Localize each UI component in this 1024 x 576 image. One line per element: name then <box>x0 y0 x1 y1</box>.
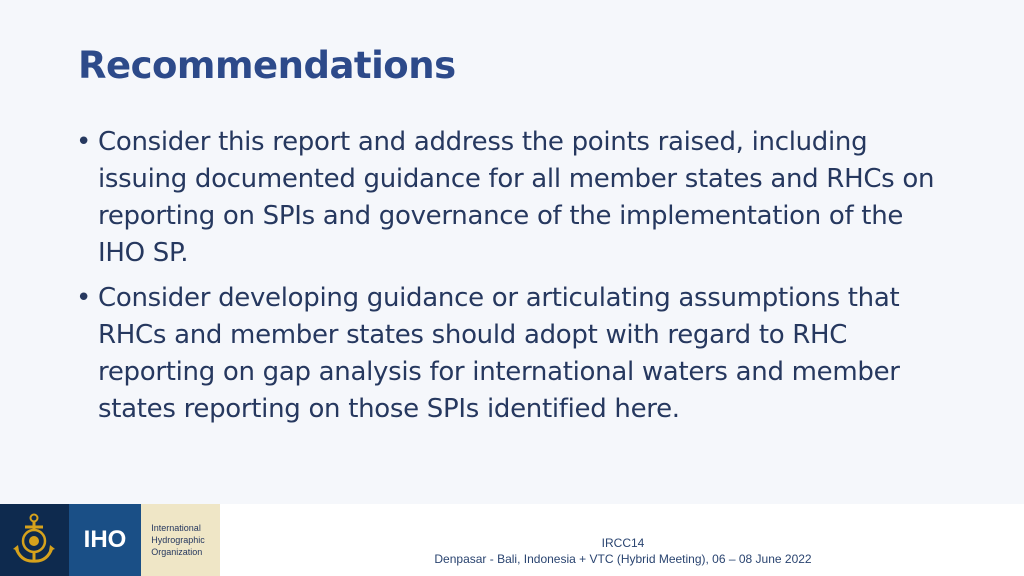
bullet-text: Consider this report and address the points raised, including issuing documented guidance for all member states and RHCs on reporting on SPIs and governance of the implementation of the IHO SP. <box>98 127 935 268</box>
bullet-item <box>76 280 956 428</box>
footer-event-details: Denpasar - Bali, Indonesia + VTC (Hybrid Meeting), 06 – 08 June 2022 <box>434 552 812 566</box>
slide-title: Recommendations <box>78 44 456 87</box>
bullet-dot: • <box>76 127 92 157</box>
bullet-list <box>76 124 956 436</box>
iho-logo <box>0 504 220 576</box>
bullet-text: Consider developing guidance or articulating assumptions that RHCs and member states should adopt with regard to RHC reporting on gap analysis for international waters and member states reporting on those SPIs identified here. <box>98 283 900 424</box>
logo-organization-name <box>141 504 220 576</box>
anchor-emblem-icon <box>0 504 69 576</box>
logo-name-line: Organization <box>151 547 203 557</box>
logo-name-line: Hydrographic <box>151 535 205 545</box>
footer <box>0 504 1024 576</box>
bullet-dot: • <box>76 283 92 313</box>
bullet-item <box>76 124 956 272</box>
logo-abbreviation: IHO <box>69 504 142 576</box>
footer-event-code: IRCC14 <box>601 536 645 550</box>
logo-name-line: International <box>151 523 201 533</box>
